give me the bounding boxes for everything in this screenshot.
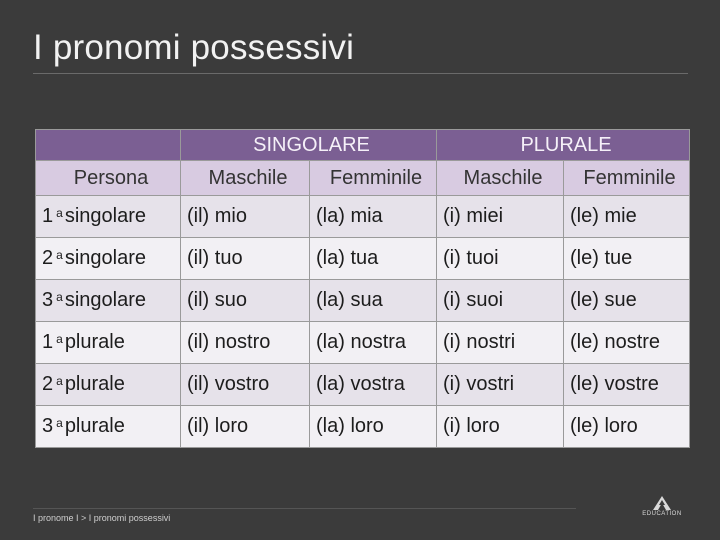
persona-label: singolare	[64, 289, 146, 311]
pronoun-cell: (il) mio	[181, 196, 310, 238]
table-header-row-sub	[36, 161, 690, 196]
pronoun-cell: (i) nostri	[437, 322, 564, 364]
persona-cell	[36, 280, 181, 322]
pronoun-cell: (la) tua	[310, 238, 437, 280]
pronoun-cell: (i) miei	[437, 196, 564, 238]
pronoun-cell: (la) vostra	[310, 364, 437, 406]
header-maschile-singolare: Maschile	[181, 161, 310, 196]
pronoun-cell: (le) loro	[564, 406, 690, 448]
pronoun-cell: (le) mie	[564, 196, 690, 238]
persona-label: singolare	[64, 247, 146, 269]
persona-number: 2	[42, 247, 54, 269]
persona-ordinal-suffix: a	[56, 332, 63, 346]
persona-cell	[36, 238, 181, 280]
persona-ordinal-suffix: a	[56, 248, 63, 262]
logo-text: EDUCATION	[642, 511, 682, 517]
header-singolare: SINGOLARE	[181, 130, 437, 161]
pronoun-cell: (le) sue	[564, 280, 690, 322]
persona-label: plurale	[64, 415, 125, 437]
pronoun-cell: (la) mia	[310, 196, 437, 238]
slide-title: I pronomi possessivi	[33, 28, 355, 67]
table-row	[36, 364, 690, 406]
pronoun-cell: (le) vostre	[564, 364, 690, 406]
title-divider	[33, 73, 688, 74]
header-persona: Persona	[36, 161, 181, 196]
footer-breadcrumb: I pronome I > I pronomi possessivi	[33, 513, 171, 523]
publisher-logo	[640, 496, 684, 524]
pronoun-cell: (il) suo	[181, 280, 310, 322]
header-femminile-plurale: Femminile	[564, 161, 690, 196]
header-blank-cell	[36, 130, 181, 161]
pronoun-cell: (le) nostre	[564, 322, 690, 364]
footer-divider	[33, 508, 576, 509]
persona-ordinal-suffix: a	[56, 206, 63, 220]
pronoun-cell: (il) vostro	[181, 364, 310, 406]
table-row	[36, 238, 690, 280]
persona-cell	[36, 364, 181, 406]
header-femminile-singolare: Femminile	[310, 161, 437, 196]
persona-number: 1	[42, 205, 54, 227]
persona-number: 1	[42, 331, 54, 353]
logo-mark-icon	[653, 496, 671, 510]
persona-number: 3	[42, 289, 54, 311]
persona-label: plurale	[64, 331, 125, 353]
pronoun-cell: (le) tue	[564, 238, 690, 280]
header-maschile-plurale: Maschile	[437, 161, 564, 196]
pronoun-cell: (la) loro	[310, 406, 437, 448]
pronoun-cell: (la) nostra	[310, 322, 437, 364]
table-row	[36, 406, 690, 448]
table-row	[36, 322, 690, 364]
persona-number: 2	[42, 373, 54, 395]
pronoun-cell: (il) nostro	[181, 322, 310, 364]
pronoun-cell: (la) sua	[310, 280, 437, 322]
table-row	[36, 280, 690, 322]
pronoun-cell: (il) loro	[181, 406, 310, 448]
pronoun-cell: (i) vostri	[437, 364, 564, 406]
persona-ordinal-suffix: a	[56, 290, 63, 304]
persona-number: 3	[42, 415, 54, 437]
header-plurale: PLURALE	[437, 130, 690, 161]
pronoun-cell: (i) tuoi	[437, 238, 564, 280]
possessive-pronouns-table	[35, 129, 690, 448]
pronoun-cell: (i) loro	[437, 406, 564, 448]
persona-cell	[36, 196, 181, 238]
persona-ordinal-suffix: a	[56, 416, 63, 430]
persona-cell	[36, 322, 181, 364]
persona-ordinal-suffix: a	[56, 374, 63, 388]
pronoun-cell: (i) suoi	[437, 280, 564, 322]
table-row	[36, 196, 690, 238]
persona-cell	[36, 406, 181, 448]
pronoun-cell: (il) tuo	[181, 238, 310, 280]
persona-label: plurale	[64, 373, 125, 395]
persona-label: singolare	[64, 205, 146, 227]
table-header-row-top	[36, 130, 690, 161]
